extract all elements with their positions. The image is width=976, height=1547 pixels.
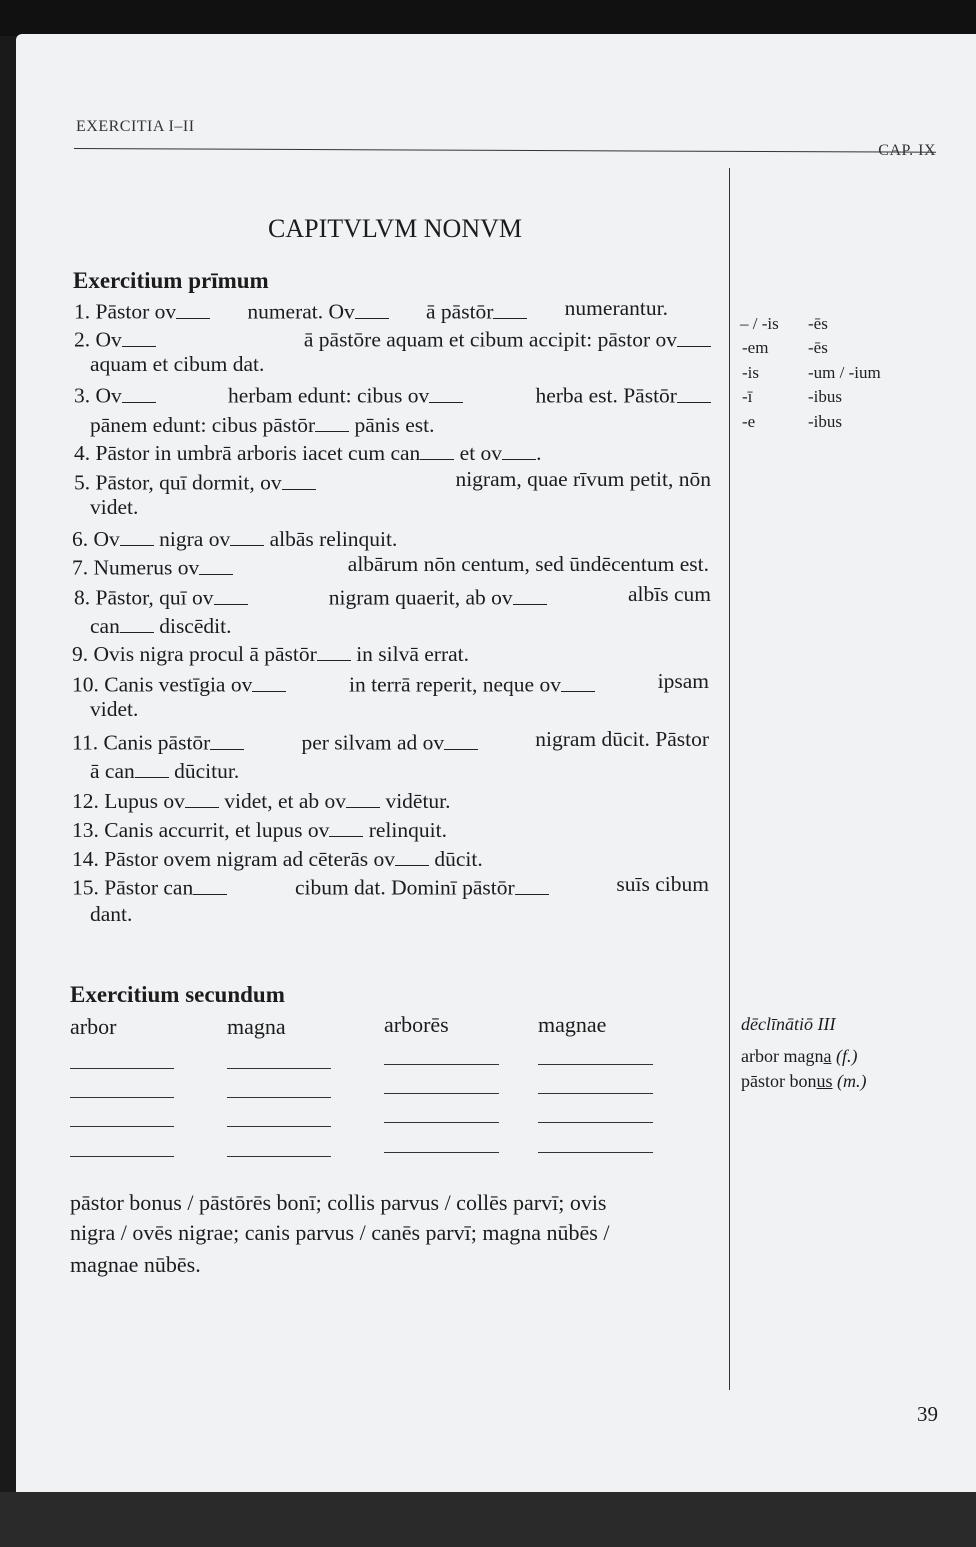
exercise-1-line	[74, 582, 711, 611]
exercise-text: per silvam ad ov	[301, 730, 445, 755]
fill-in-blank[interactable]	[502, 437, 536, 460]
fill-in-blank[interactable]	[515, 872, 549, 895]
running-header-right: CAP. IX	[878, 142, 936, 159]
exercise-text: nigram, quae rīvum petit, nōn	[455, 467, 711, 491]
exercise-1-line	[72, 843, 483, 872]
fill-in-blank[interactable]	[230, 523, 264, 546]
fill-in-blank[interactable]	[493, 296, 527, 319]
fill-in-blank[interactable]	[561, 669, 595, 692]
exercise-text: dūcitur.	[168, 758, 240, 783]
exercise-text: albīs cum	[627, 582, 711, 606]
exercise-text: numerat. Ov	[247, 299, 355, 324]
chapter-title: CAPITVLVM NONVM	[268, 214, 523, 243]
fill-in-blank[interactable]	[176, 296, 210, 319]
exercise-text: suīs cibum	[616, 872, 709, 896]
exercise-1-line	[72, 638, 469, 667]
fill-in-blank[interactable]	[199, 552, 233, 575]
ending-plural: -um / -ium	[808, 363, 881, 382]
exercise-text: dūcit.	[429, 846, 483, 871]
sidenote-line-1: arbor magna (f.)	[741, 1046, 858, 1066]
exercise-text: ā can	[90, 758, 135, 783]
fill-in-blank[interactable]	[193, 872, 227, 895]
ending-singular: -em	[742, 338, 769, 357]
exercise-text: 1. Pāstor ov	[74, 299, 177, 324]
fill-in-blank[interactable]	[677, 324, 711, 347]
fill-in-blank[interactable]	[120, 610, 154, 633]
fill-in-blank[interactable]	[429, 380, 463, 403]
grid-blank[interactable]	[538, 1152, 653, 1153]
exercise-text: albārum nōn centum, sed ūndēcentum est.	[347, 552, 709, 576]
exercise-text: ipsam	[657, 669, 709, 693]
exercise-text: cibum dat. Dominī pāstōr	[294, 875, 515, 900]
fill-in-blank[interactable]	[214, 582, 248, 605]
fill-in-blank[interactable]	[420, 437, 454, 460]
exercise-text: aquam et cibum dat.	[90, 352, 265, 376]
exercise-text: 4. Pāstor in umbrā arboris iacet cum can	[74, 440, 421, 465]
grid-blank[interactable]	[384, 1122, 499, 1123]
exercise-text: 10. Canis vestīgia ov	[72, 672, 253, 697]
grid-blank[interactable]	[70, 1068, 174, 1069]
exercise-1-line	[72, 727, 709, 756]
fill-in-blank[interactable]	[282, 467, 316, 490]
grid-word-magnae: magnae	[538, 1012, 607, 1037]
fill-in-blank[interactable]	[252, 669, 286, 692]
grid-blank[interactable]	[384, 1152, 499, 1153]
ending-singular: -e	[742, 412, 756, 431]
exercise-1-heading: Exercitium prīmum	[73, 268, 269, 293]
exercise-text: et ov	[454, 440, 503, 465]
sidenote-line-2: pāstor bonus (m.)	[741, 1071, 867, 1091]
exercise-text: ā pāstōr	[426, 299, 494, 324]
exercise-text: 11. Canis pāstōr	[72, 730, 211, 755]
exercise-text: 8. Pāstor, quī ov	[74, 585, 214, 610]
exercise-text: vidētur.	[380, 788, 451, 813]
exercise-text: dant.	[90, 902, 133, 926]
exercise-text: 13. Canis accurrit, et lupus ov	[72, 817, 330, 842]
exercise-1-line	[74, 437, 541, 466]
exercise-1-line	[72, 785, 451, 814]
exercise-text: albās relinquit.	[264, 526, 398, 551]
grid-blank[interactable]	[227, 1156, 331, 1157]
fill-in-blank[interactable]	[444, 727, 478, 750]
fill-in-blank[interactable]	[122, 380, 156, 403]
exercise-text: herba est. Pāstōr	[535, 383, 677, 408]
fill-in-blank[interactable]	[210, 727, 244, 750]
exercise-text: nigra ov	[153, 526, 231, 551]
exercise-1-line	[74, 380, 711, 409]
exercise-text: discēdit.	[153, 613, 232, 638]
grid-word-arbores: arborēs	[384, 1012, 449, 1037]
ending-plural: -ēs	[808, 338, 828, 357]
fill-in-blank[interactable]	[346, 785, 380, 808]
pairs-line-1: pāstor bonus / pāstōrēs bonī; collis parvus / collēs parvī; ovis	[70, 1190, 607, 1215]
exercise-1-line	[90, 755, 239, 784]
header-rule	[74, 148, 936, 153]
pairs-line-2: nigra / ovēs nigrae; canis parvus / canēs parvī; magna nūbēs /	[70, 1220, 610, 1245]
sidenote-title: dēclīnātiō III	[741, 1014, 836, 1034]
bottom-background-band	[0, 1492, 976, 1547]
exercise-text: relinquit.	[363, 817, 447, 842]
fill-in-blank[interactable]	[315, 409, 349, 432]
exercise-text: videt, et ab ov	[218, 788, 347, 813]
exercise-1-line	[72, 669, 709, 698]
exercise-text: 3. Ov	[74, 383, 122, 408]
exercise-text: videt.	[90, 697, 139, 721]
pairs-line-3: magnae nūbēs.	[70, 1252, 201, 1277]
ending-singular: -is	[742, 363, 759, 382]
exercise-1-line	[90, 902, 132, 927]
fill-in-blank[interactable]	[135, 755, 169, 778]
grid-blank[interactable]	[538, 1122, 653, 1123]
exercise-text: 9. Ovis nigra procul ā pāstōr	[72, 641, 317, 666]
exercise-text: in terrā reperit, neque ov	[349, 672, 561, 697]
book-page	[16, 34, 976, 1496]
exercise-1-line	[90, 610, 231, 639]
exercise-1-line	[72, 814, 447, 843]
ending-plural: -ibus	[808, 412, 842, 431]
exercise-text: can	[90, 613, 120, 638]
page-number: 39	[917, 1402, 938, 1426]
grid-word-arbor: arbor	[70, 1014, 117, 1039]
exercise-1-line	[74, 296, 668, 325]
ending-plural: -ibus	[808, 387, 842, 406]
grid-blank[interactable]	[384, 1064, 499, 1065]
exercise-text: in silvā errat.	[350, 641, 470, 666]
grid-blank[interactable]	[70, 1097, 174, 1098]
exercise-text: ā pāstōre aquam et cibum accipit: pāstor ov	[303, 327, 677, 352]
exercise-text: pānis est.	[349, 412, 435, 437]
exercise-text: numerantur.	[564, 296, 668, 320]
exercise-text: 14. Pāstor ovem nigram ad cēterās ov	[72, 846, 396, 871]
fill-in-blank[interactable]	[395, 843, 429, 866]
grid-blank[interactable]	[70, 1126, 174, 1127]
grid-blank[interactable]	[384, 1093, 499, 1094]
fill-in-blank[interactable]	[513, 582, 547, 605]
exercise-1-line	[72, 523, 397, 552]
exercise-text: videt.	[90, 495, 139, 519]
grid-blank[interactable]	[538, 1064, 653, 1065]
exercise-text: 2. Ov	[74, 327, 122, 352]
grid-blank[interactable]	[538, 1093, 653, 1094]
exercise-1-line	[74, 467, 711, 496]
grid-blank[interactable]	[227, 1126, 331, 1127]
fill-in-blank[interactable]	[122, 324, 156, 347]
exercise-text: 5. Pāstor, quī dormit, ov	[74, 470, 282, 495]
exercise-text: 7. Numerus ov	[72, 555, 200, 580]
exercise-text: nigram dūcit. Pāstor	[535, 727, 709, 751]
top-background-band	[0, 0, 976, 36]
fill-in-blank[interactable]	[355, 296, 389, 319]
exercise-1-line	[72, 872, 709, 901]
fill-in-blank[interactable]	[677, 380, 711, 403]
exercise-1-line	[90, 495, 138, 520]
exercise-1-line	[90, 352, 264, 377]
exercise-text: 15. Pāstor can	[72, 875, 194, 900]
exercise-1-line	[74, 324, 711, 353]
exercise-text: .	[536, 440, 542, 465]
exercise-text: 12. Lupus ov	[72, 788, 185, 813]
exercise-text: 6. Ov	[72, 526, 120, 551]
margin-divider-rule	[729, 168, 730, 1390]
fill-in-blank[interactable]	[120, 523, 154, 546]
exercise-1-line	[90, 697, 138, 722]
exercise-text: nigram quaerit, ab ov	[328, 585, 513, 610]
grid-word-magna: magna	[227, 1014, 286, 1039]
ending-plural: -ēs	[808, 314, 828, 333]
running-header-left: EXERCITIA I–II	[76, 118, 195, 135]
ending-singular: – / -is	[740, 314, 779, 333]
grid-blank[interactable]	[227, 1097, 331, 1098]
exercise-text: pānem edunt: cibus pāstōr	[90, 412, 316, 437]
grid-blank[interactable]	[227, 1068, 331, 1069]
fill-in-blank[interactable]	[185, 785, 219, 808]
exercise-2-heading: Exercitium secundum	[70, 982, 285, 1007]
exercise-1-line	[90, 409, 435, 438]
fill-in-blank[interactable]	[317, 638, 351, 661]
ending-singular: -ī	[742, 387, 753, 406]
fill-in-blank[interactable]	[329, 814, 363, 837]
grid-blank[interactable]	[70, 1156, 174, 1157]
exercise-1-line	[72, 552, 709, 581]
exercise-text: herbam edunt: cibus ov	[228, 383, 430, 408]
